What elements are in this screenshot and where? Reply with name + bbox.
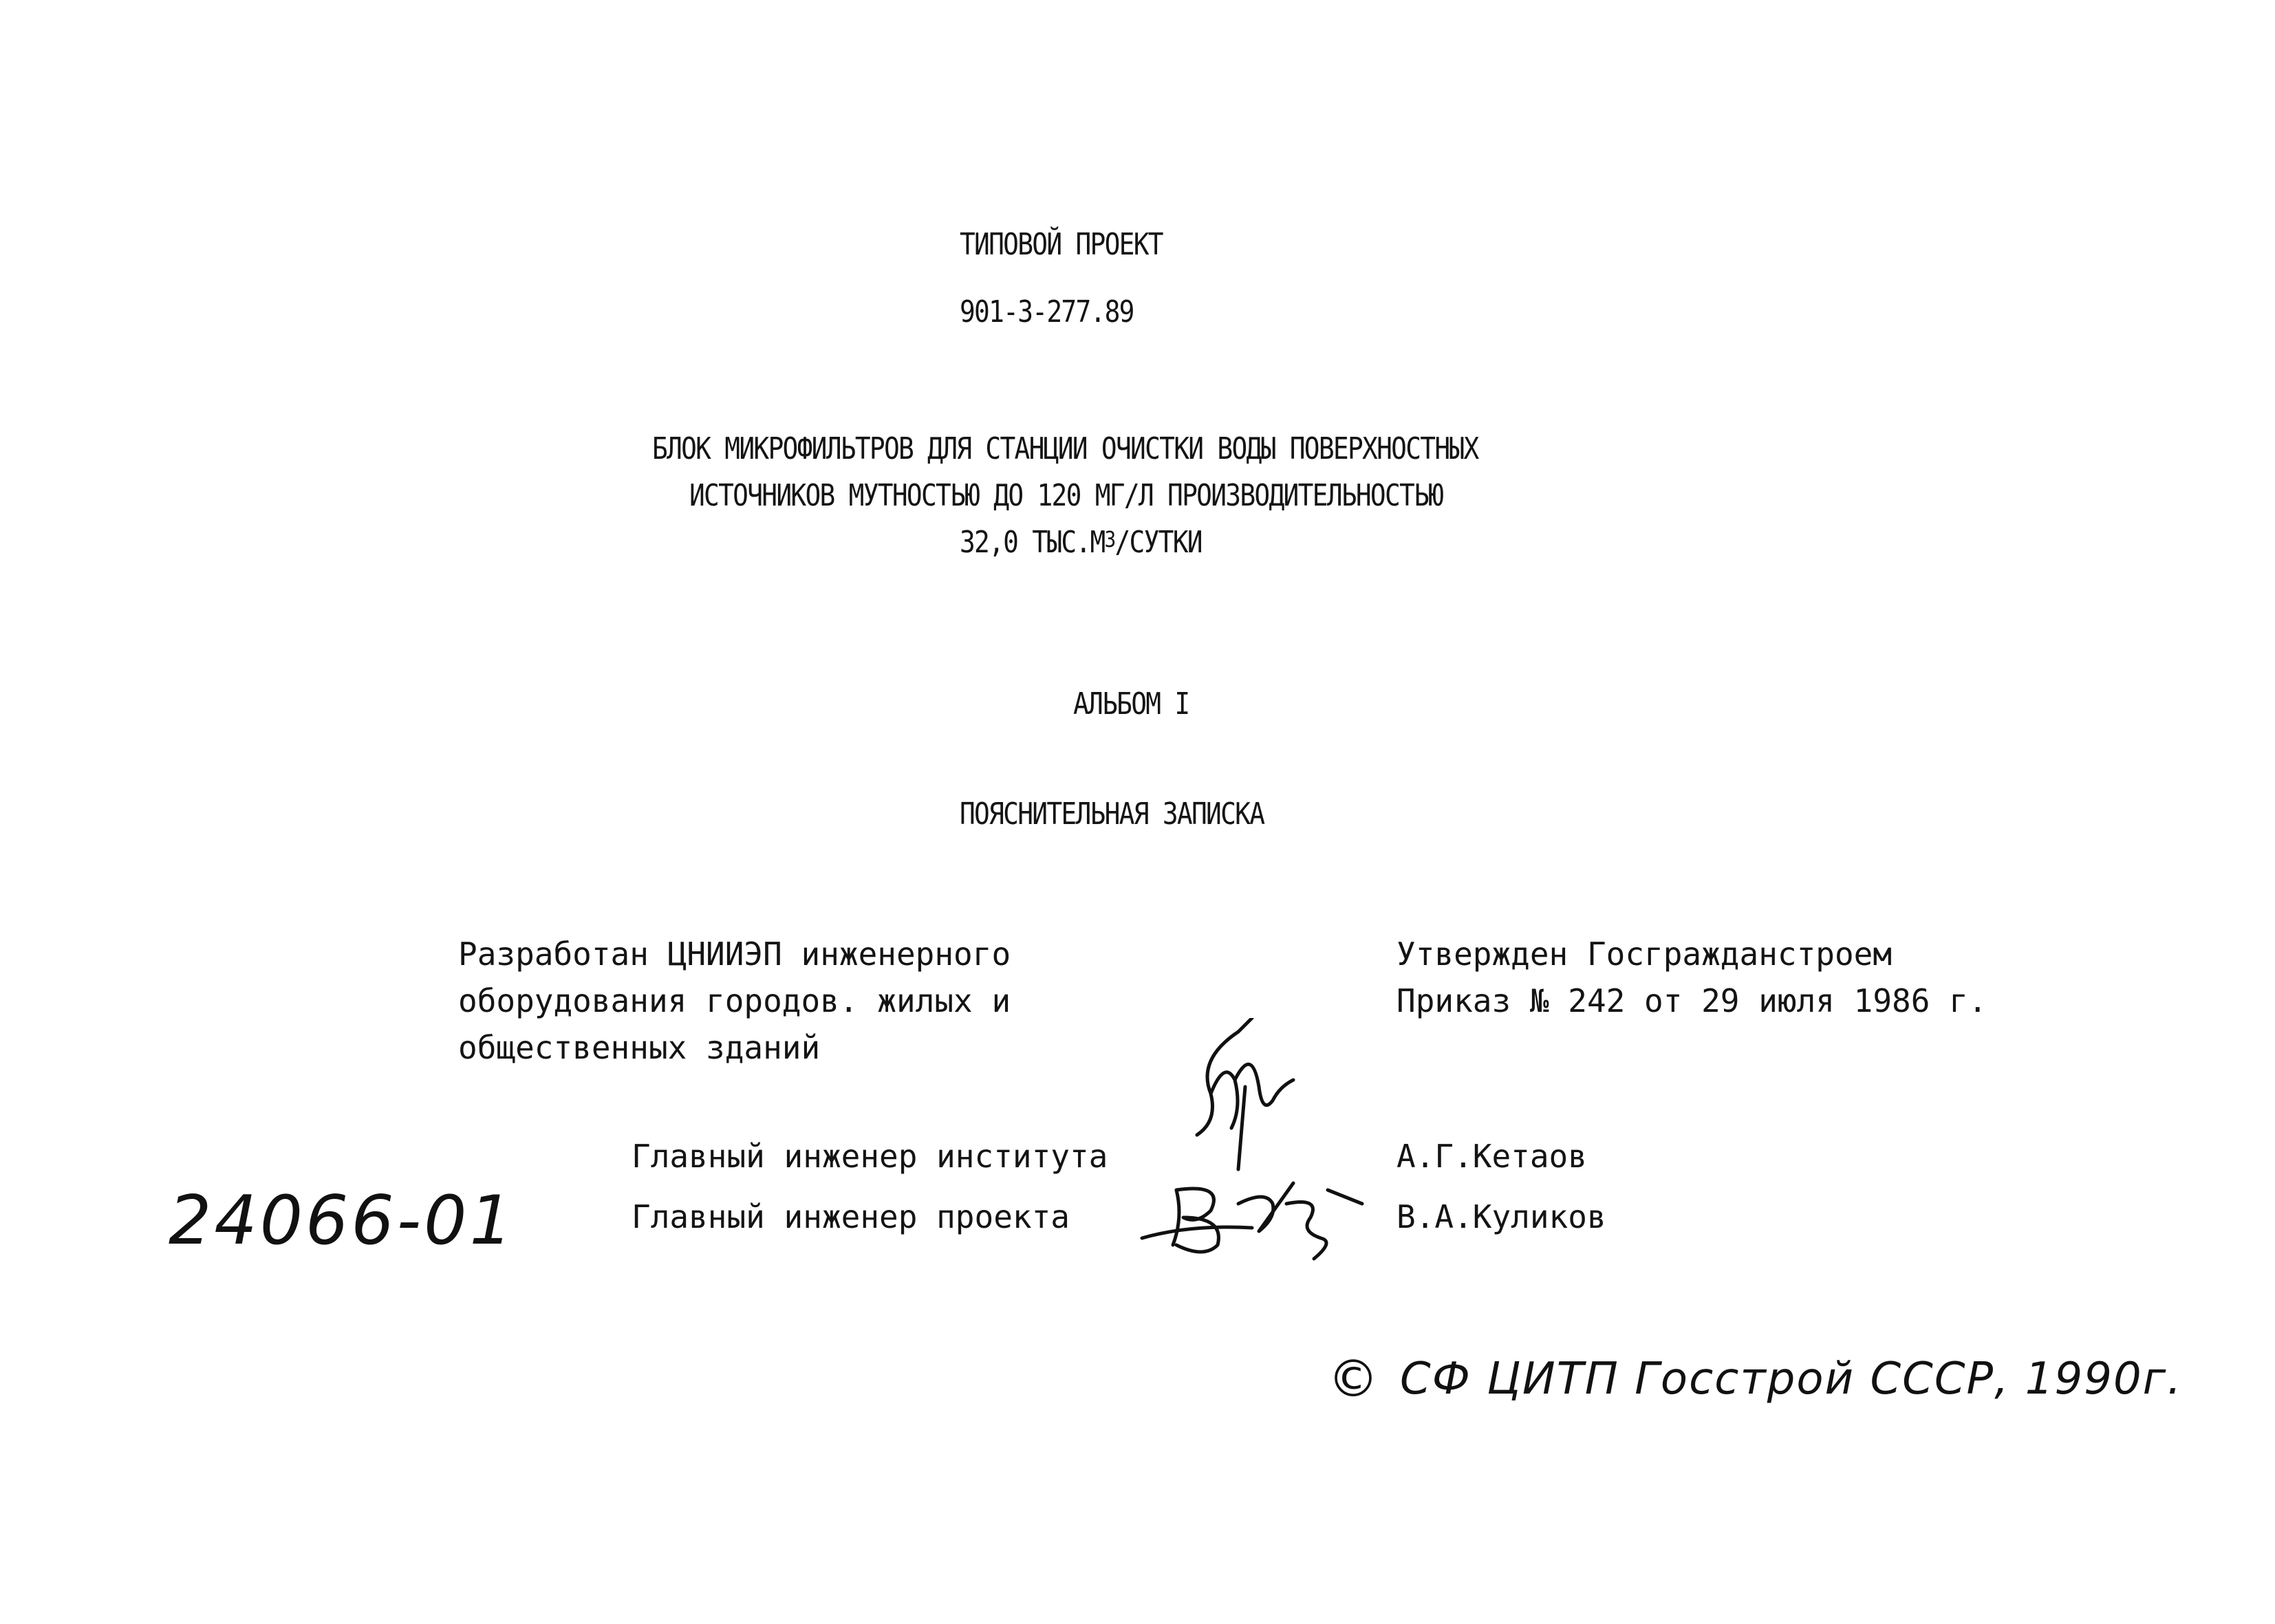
title-line-3-superscript: 3 — [1104, 526, 1115, 552]
title-line-2: ИСТОЧНИКОВ МУТНОСТЬЮ ДО 120 МГ/Л ПРОИЗВОДИТЕЛЬНОСТЬЮ — [689, 478, 1443, 513]
signatory-name-2: В.А.Куликов — [1397, 1198, 1606, 1235]
project-number: 901-3-277.89 — [960, 294, 1134, 329]
document-type-label: ТИПОВОЙ ПРОЕКТ — [960, 227, 1163, 262]
developer-line-1: Разработан ЦНИИЭП инженерного — [458, 935, 1011, 973]
approval-line-1: Утвержден Госгражданстроем — [1397, 935, 1893, 973]
title-line-3 — [960, 525, 1202, 560]
album-label: АЛЬБОМ I — [1073, 686, 1189, 722]
signature-2 — [1135, 1162, 1369, 1273]
title-line-3-start: 32,0 ТЫС.М — [960, 525, 1105, 560]
signatory-name-1: А.Г.Кетаов — [1397, 1138, 1587, 1175]
title-line-3-end: /СУТКИ — [1114, 525, 1202, 560]
section-title: ПОЯСНИТЕЛЬНАЯ ЗАПИСКА — [960, 797, 1264, 832]
signatory-role-2: Главный инженер проекта — [632, 1198, 1070, 1235]
copyright-text: СФ ЦИТП Госстрой СССР, 1990г. — [1400, 1354, 2183, 1405]
title-line-1: БЛОК МИКРОФИЛЬТРОВ ДЛЯ СТАНЦИИ ОЧИСТКИ ВОДЫ ПОВЕРХНОСТНЫХ — [652, 431, 1478, 466]
developer-line-3: общественных зданий — [458, 1029, 821, 1066]
copyright-symbol: © — [1328, 1350, 1379, 1409]
developer-line-2: оборудования городов. жилых и — [458, 982, 1011, 1019]
registration-number: 24066-01 — [169, 1182, 515, 1260]
signature-1 — [1156, 1018, 1335, 1176]
signatory-role-1: Главный инженер института — [632, 1138, 1108, 1175]
approval-line-2: Приказ № 242 от 29 июля 1986 г. — [1397, 982, 1987, 1019]
